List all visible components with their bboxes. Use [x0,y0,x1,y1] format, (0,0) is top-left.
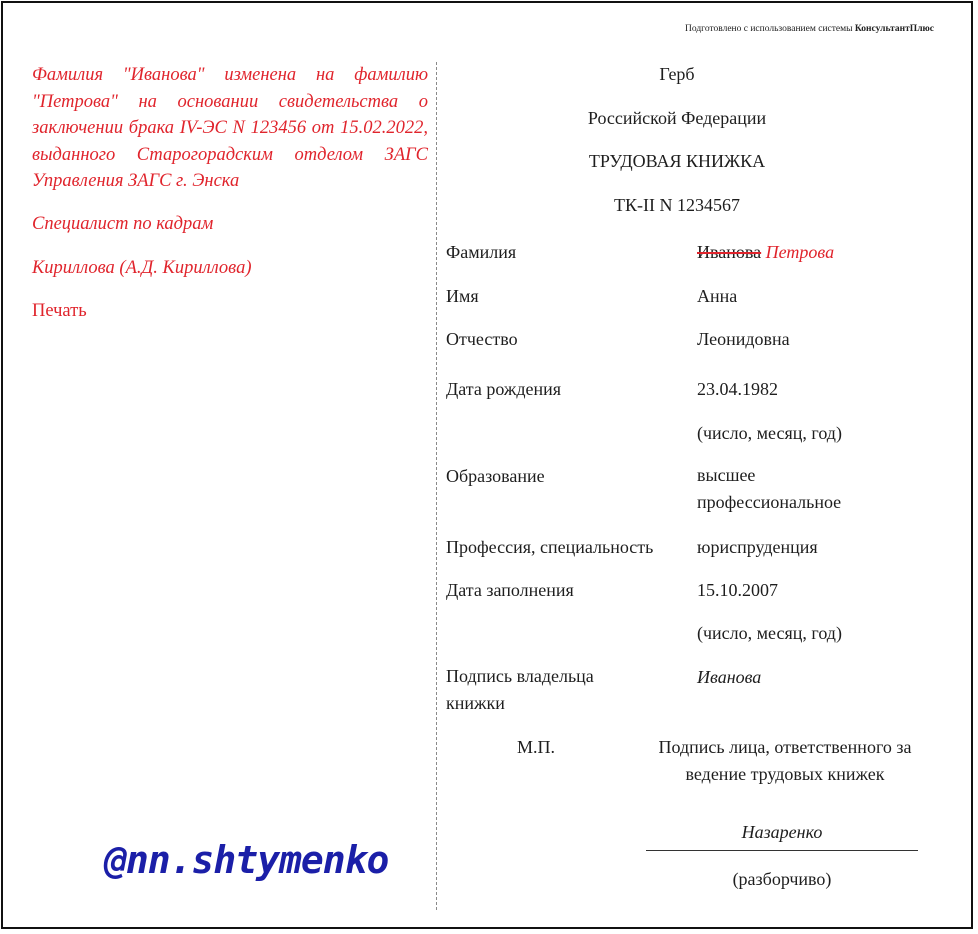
document-title: ТРУДОВАЯ КНИЖКА [588,151,766,171]
responsible-signature-label: Подпись лица, ответственного за ведение трудовых книжек [658,737,912,784]
hr-position: Специалист по кадрам [32,214,214,234]
owner-signature-label: Подпись владельца книжки [446,666,594,713]
patronymic-label: Отчество [446,329,518,349]
legibly-hint: (разборчиво) [732,869,832,889]
fill-date-hint: (число, месяц, год) [697,623,842,643]
name-value: Анна [697,286,738,306]
surname-label: Фамилия [446,242,517,262]
correction-block [32,62,428,321]
owner-signature-value: Иванова [697,667,762,687]
fill-date-label: Дата заполнения [446,580,574,600]
author-watermark: @nn.shtymenko [104,838,389,882]
profession-label: Профессия, специальность [446,537,654,557]
consultant-plus-note [685,24,934,34]
birth-date-label: Дата рождения [446,379,562,399]
education-value: высшее профессиональное [697,465,842,512]
note-prefix: Подготовлено с использованием системы [685,24,855,34]
surname-old: Иванова [697,242,762,262]
coat-of-arms-label: Герб [659,64,695,84]
education-label: Образование [446,466,545,486]
name-label: Имя [446,286,479,306]
patronymic-value: Леонидовна [697,329,790,349]
stamp-label: Печать [32,301,87,321]
surname-new: Петрова [765,242,835,262]
note-brand: КонсультантПлюс [854,24,934,34]
birth-date-value: 23.04.1982 [697,379,778,399]
profession-value: юриспруденция [697,537,818,557]
correction-text: Фамилия "Иванова" изменена на фамилию "Петрова" на основании свидетельства о заключении брака IV-ЭС N 123456 от 15.02.2022, выданного Старогорадским отделом ЗАГС Управления ЗАГС г. Энска [32,65,428,191]
hr-signer: Кириллова (А.Д. Кириллова) [32,258,252,278]
document-series: ТК-II N 1234567 [614,195,740,215]
birth-date-hint: (число, месяц, год) [697,423,842,443]
fill-date-value: 15.10.2007 [697,580,778,600]
signature-line [646,850,918,851]
seal-place-label: М.П. [517,737,556,757]
country-label: Российской Федерации [587,108,767,128]
surname-value [697,242,834,263]
page-divider [436,62,437,910]
responsible-signature: Назаренко [741,822,823,842]
